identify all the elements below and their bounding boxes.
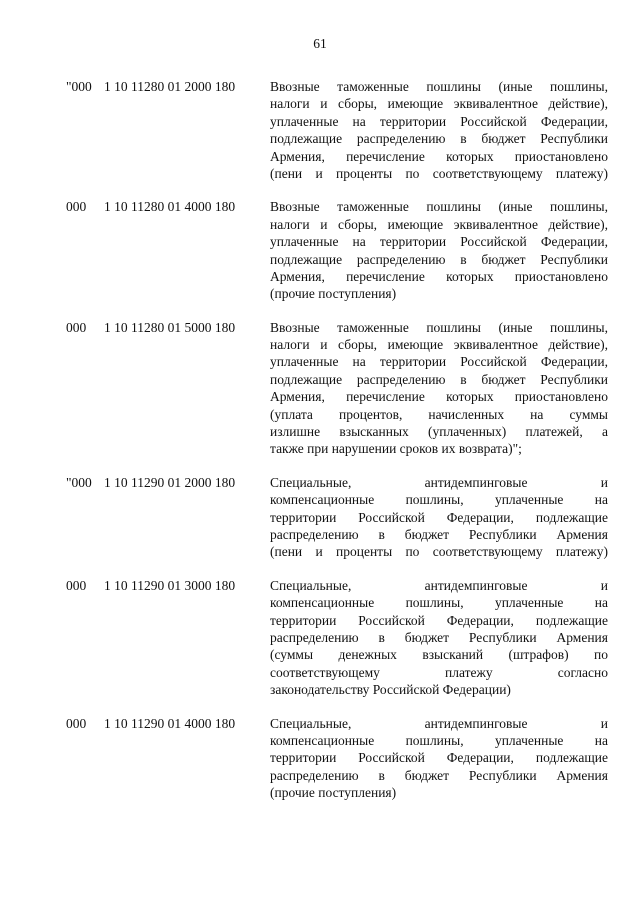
admin-code: 000 [66, 577, 87, 593]
description-line: Ввозные таможенные пошлины (иные пошлины, [270, 319, 608, 335]
entries-list [66, 78, 606, 817]
description-line: компенсационные пошлины, уплаченные на [270, 595, 608, 611]
budget-entry [66, 78, 606, 182]
description-line: распределению в бюджет Республики Армения [270, 767, 608, 783]
entry-description [270, 715, 608, 802]
budget-entry [66, 474, 606, 561]
description-line: (суммы денежных взысканий (штрафов) по [270, 647, 608, 663]
description-line: Специальные, антидемпинговые и [270, 474, 608, 490]
description-line: (прочие поступления) [270, 785, 397, 801]
description-line: Специальные, антидемпинговые и [270, 577, 608, 593]
description-line: подлежащие распределению в бюджет Республики [270, 251, 608, 267]
description-line: компенсационные пошлины, уплаченные на [270, 732, 608, 748]
budget-entry [66, 319, 606, 458]
classification-code: 1 10 11280 01 5000 180 [104, 319, 236, 335]
admin-code: 000 [66, 715, 87, 731]
description-line: Ввозные таможенные пошлины (иные пошлины, [270, 79, 608, 94]
budget-entry [66, 577, 606, 699]
description-line: территории Российской Федерации, подлежащие [270, 612, 608, 628]
description-line: Специальные, антидемпинговые и [270, 715, 608, 731]
description-line: территории Российской Федерации, подлежащие [270, 750, 608, 766]
description-line: налоги и сборы, имеющие эквивалентное действие), [270, 216, 608, 232]
description-line: Армения, перечисление которых приостановлено [270, 389, 608, 405]
description-line: (пени и проценты по соответствующему платежу) [270, 165, 608, 181]
classification-code: 1 10 11290 01 4000 180 [104, 715, 236, 731]
classification-code: 1 10 11290 01 3000 180 [104, 577, 236, 593]
description-line: (уплата процентов, начисленных на суммы [270, 406, 608, 422]
classification-code: 1 10 11280 01 4000 180 [104, 199, 236, 215]
description-line: Ввозные таможенные пошлины (иные пошлины, [270, 199, 608, 215]
description-line: (пени и проценты по соответствующему платежу) [270, 544, 608, 560]
description-line: распределению в бюджет Республики Армения [270, 629, 608, 645]
entry-description [270, 474, 608, 561]
description-line: распределению в бюджет Республики Армения [270, 526, 608, 542]
budget-entry [66, 198, 606, 302]
description-line: уплаченные на территории Российской Федерации, [270, 234, 608, 250]
admin-code: 000 [66, 319, 87, 335]
admin-code: "000 [66, 474, 92, 490]
admin-code: "000 [66, 79, 92, 94]
description-line: налоги и сборы, имеющие эквивалентное действие), [270, 337, 608, 353]
description-line: уплаченные на территории Российской Федерации, [270, 354, 608, 370]
entry-description [270, 577, 608, 699]
description-line: излишне взысканных (уплаченных) платежей, а [270, 424, 608, 440]
classification-code: 1 10 11280 01 2000 180 [104, 79, 236, 94]
entry-description [270, 198, 608, 302]
entry-description [270, 319, 608, 458]
description-line: законодательству Российской Федерации) [270, 682, 511, 698]
description-line: Армения, перечисление которых приостановлено [270, 148, 608, 164]
description-line: подлежащие распределению в бюджет Республики [270, 131, 608, 147]
description-line: Армения, перечисление которых приостановлено [270, 268, 608, 284]
description-line: подлежащие распределению в бюджет Республики [270, 371, 608, 387]
budget-entry [66, 715, 606, 802]
description-line: соответствующему платежу согласно [270, 664, 608, 680]
page-number: 61 [313, 36, 327, 51]
description-line: компенсационные пошлины, уплаченные на [270, 492, 608, 508]
entry-description [270, 78, 608, 182]
description-line: уплаченные на территории Российской Федерации, [270, 113, 608, 129]
description-line: территории Российской Федерации, подлежащие [270, 509, 608, 525]
admin-code: 000 [66, 199, 87, 215]
description-line: налоги и сборы, имеющие эквивалентное действие), [270, 96, 608, 112]
description-line: (прочие поступления) [270, 286, 397, 302]
classification-code: 1 10 11290 01 2000 180 [104, 474, 236, 490]
description-line: также при нарушении сроков их возврата)"; [270, 441, 522, 457]
